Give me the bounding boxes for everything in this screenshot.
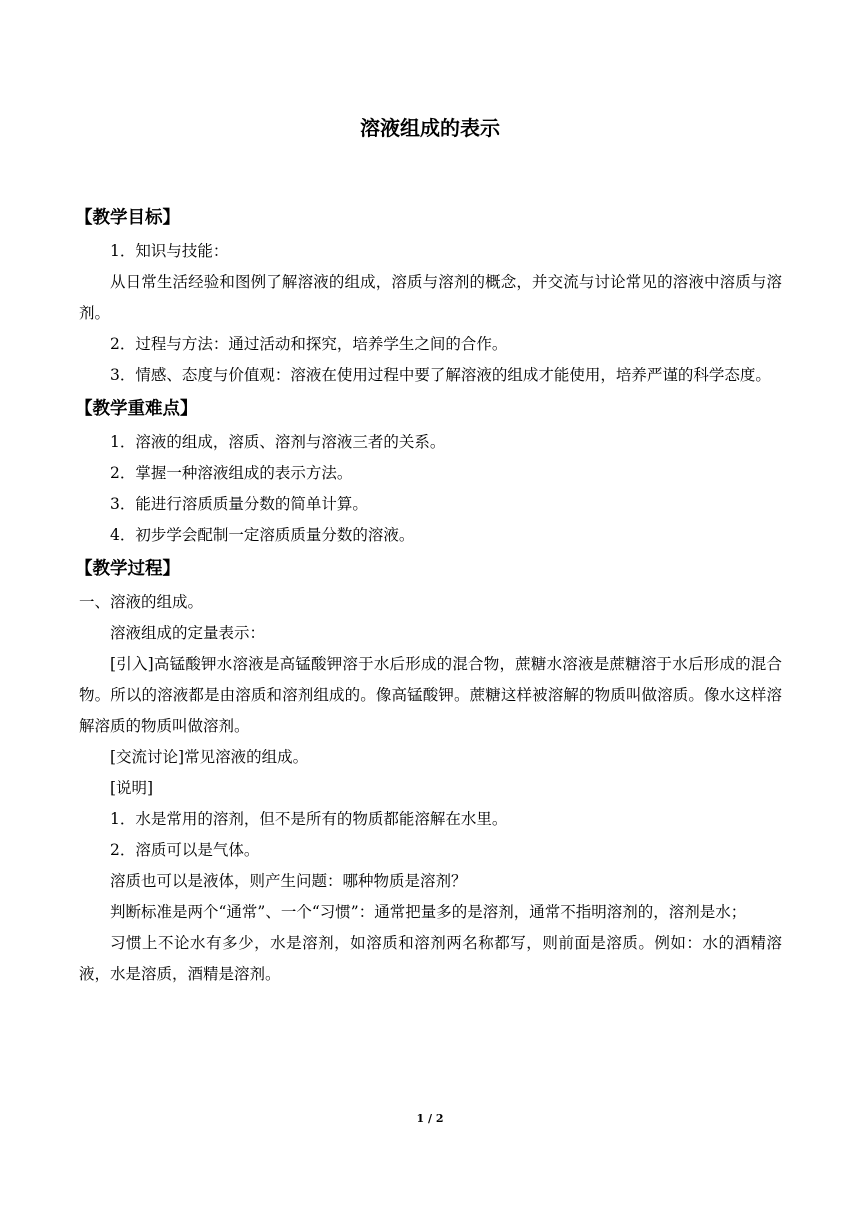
subheading: 一、溶液的组成。 — [79, 593, 204, 611]
paragraph: 2．掌握一种溶液组成的表示方法。 — [110, 464, 353, 482]
paragraph: 4．初步学会配制一定溶质质量分数的溶液。 — [110, 526, 415, 544]
section-heading-process: 【教学过程】 — [75, 559, 180, 579]
paragraph: 2．溶质可以是气体。 — [110, 841, 260, 859]
paragraph: 1．知识与技能： — [110, 242, 229, 260]
document-body — [75, 200, 782, 990]
paragraph: 习惯上不论水有多少，水是溶剂，如溶质和溶剂两名称都写，则前面是溶质。例如：水的酒精溶液，水是溶质，酒精是溶剂。 — [79, 934, 782, 983]
paragraph: 3．能进行溶质质量分数的简单计算。 — [110, 495, 368, 513]
page-number: 1 / 2 — [416, 1112, 444, 1125]
paragraph: 从日常生活经验和图例了解溶液的组成，溶质与溶剂的概念，并交流与讨论常见的溶液中溶质与溶剂。 — [79, 273, 782, 322]
section-heading-key-points: 【教学重难点】 — [75, 399, 198, 419]
paragraph: 溶液组成的定量表示： — [110, 624, 266, 642]
page-title: 溶液组成的表示 — [360, 116, 500, 140]
paragraph: 1．水是常用的溶剂，但不是所有的物质都能溶解在水里。 — [110, 810, 508, 828]
paragraph: 2．过程与方法：通过活动和探究，培养学生之间的合作。 — [110, 335, 508, 353]
paragraph: 判断标准是两个“通常”、一个“习惯”：通常把量多的是溶剂，通常不指明溶剂的，溶剂是水； — [110, 903, 747, 921]
paragraph: [引入]高锰酸钾水溶液是高锰酸钾溶于水后形成的混合物，蔗糖水溶液是蔗糖溶于水后形成的混合物。所以的溶液都是由溶质和溶剂组成的。像高锰酸钾。蔗糖这样被溶解的物质叫做溶质。像水这样溶解溶质的物质叫做溶剂。 — [79, 655, 782, 735]
paragraph: 1．溶液的组成，溶质、溶剂与溶液三者的关系。 — [110, 433, 446, 451]
section-heading-objectives: 【教学目标】 — [75, 208, 180, 228]
paragraph: [交流讨论]常见溶液的组成。 — [110, 748, 309, 766]
paragraph: [说明] — [110, 779, 154, 797]
paragraph: 3．情感、态度与价值观：溶液在使用过程中要了解溶液的组成才能使用，培养严谨的科学态度。 — [110, 366, 771, 384]
paragraph: 溶质也可以是液体，则产生问题：哪种物质是溶剂？ — [110, 872, 467, 890]
